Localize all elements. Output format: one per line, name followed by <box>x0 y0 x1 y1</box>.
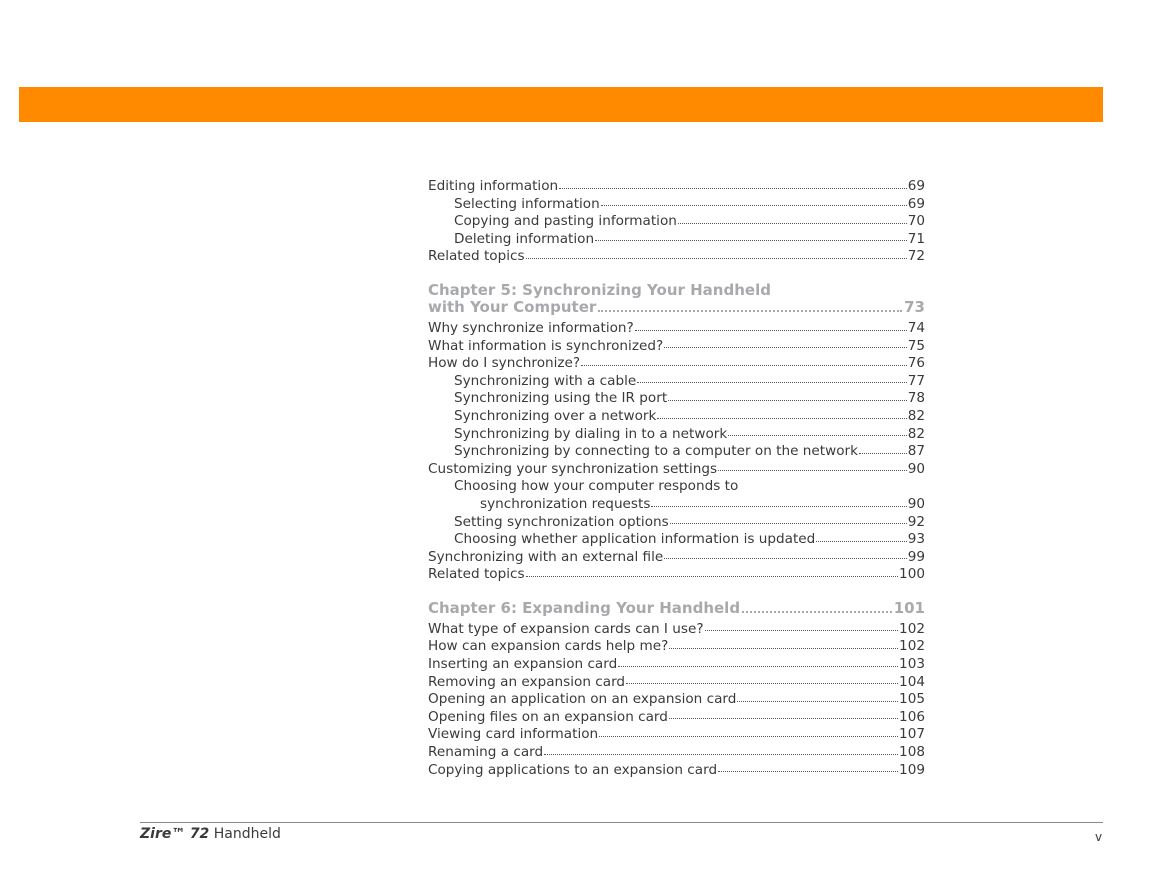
footer-brand: Zire™ <box>140 826 186 842</box>
toc-entry-title: Why synchronize information? <box>428 319 634 336</box>
toc-entry[interactable] <box>428 178 925 196</box>
dot-leader <box>637 381 906 383</box>
dot-leader <box>595 239 907 241</box>
dot-leader <box>626 682 898 684</box>
toc-page-number: 82 <box>907 407 925 424</box>
toc-entry[interactable] <box>428 744 925 762</box>
toc-page-number: 69 <box>907 195 925 212</box>
dot-leader <box>664 346 907 348</box>
toc-entry[interactable] <box>428 373 925 391</box>
toc-entry[interactable] <box>428 390 925 408</box>
toc-entry-title: Synchronizing using the IR port <box>454 390 668 407</box>
toc-entry-title: Viewing card information <box>428 726 599 743</box>
toc-entry-title: Synchronizing by dialing in to a network <box>454 425 728 442</box>
toc-page-number: 92 <box>907 513 925 530</box>
toc-entry-title: How can expansion cards help me? <box>428 638 669 655</box>
toc-entry-title: What type of expansion cards can I use? <box>428 620 704 637</box>
footer-model: 72 <box>189 826 210 842</box>
toc-entry[interactable] <box>428 196 925 214</box>
dot-leader <box>705 629 899 631</box>
toc-entry[interactable] <box>428 496 925 514</box>
toc-entry-title: Customizing your synchronization settings <box>428 460 718 477</box>
toc-page-number: 104 <box>899 673 925 690</box>
footer-divider <box>140 822 1103 823</box>
toc-entry[interactable] <box>428 443 925 461</box>
dot-leader <box>664 557 906 559</box>
table-of-contents <box>428 178 925 779</box>
dot-leader <box>601 204 907 206</box>
toc-entry[interactable] <box>428 426 925 444</box>
toc-page-number: 76 <box>907 355 925 372</box>
toc-entry-title: Renaming a card <box>428 744 544 761</box>
toc-entry[interactable] <box>428 549 925 567</box>
dot-leader <box>618 665 898 667</box>
toc-entry[interactable] <box>428 248 925 266</box>
toc-entry[interactable] <box>428 566 925 584</box>
footer-product: Handheld <box>213 826 281 842</box>
toc-page-number: 69 <box>907 178 925 194</box>
dot-leader <box>678 222 907 224</box>
toc-page-number: 102 <box>899 638 925 655</box>
toc-entry[interactable] <box>428 762 925 780</box>
toc-entry-title: Editing information <box>428 178 559 194</box>
toc-entry[interactable] <box>428 355 925 373</box>
toc-entry-title: Selecting information <box>454 195 600 212</box>
dot-leader <box>598 309 902 312</box>
toc-page-number: 109 <box>899 761 925 778</box>
toc-page-number: 105 <box>899 691 925 708</box>
toc-page-number: 87 <box>907 443 925 460</box>
toc-entry-title: Synchronizing by connecting to a computer on the network <box>454 443 858 460</box>
dot-leader <box>651 505 906 507</box>
toc-entry[interactable] <box>428 320 925 338</box>
dot-leader <box>657 417 906 419</box>
toc-entry[interactable] <box>428 408 925 426</box>
toc-entry-title: Choosing how your computer responds to <box>454 478 739 495</box>
dot-leader <box>599 735 898 737</box>
footer-product-name <box>140 826 281 842</box>
toc-entry[interactable] <box>428 213 925 231</box>
toc-page-number: 75 <box>907 337 925 354</box>
toc-page-number: 93 <box>907 531 925 548</box>
chapter-heading[interactable] <box>428 600 925 617</box>
toc-entry-title: Setting synchronization options <box>454 513 669 530</box>
toc-entry-title: Synchronizing with an external file <box>428 548 664 565</box>
toc-page-number: 78 <box>907 390 925 407</box>
header-accent-bar <box>19 87 1103 122</box>
toc-entry-title: Related topics <box>428 248 525 265</box>
toc-page-number: 74 <box>907 319 925 336</box>
toc-entry-title: Choosing whether application information is updated <box>454 531 816 548</box>
toc-page-number: 107 <box>899 726 925 743</box>
toc-entry[interactable] <box>428 674 925 692</box>
toc-entry-title: What information is synchronized? <box>428 337 664 354</box>
toc-entry[interactable] <box>428 231 925 249</box>
dot-leader <box>728 434 906 436</box>
toc-page-number: 108 <box>899 744 925 761</box>
toc-entry-title: Synchronizing with a cable <box>454 372 637 389</box>
toc-entry[interactable] <box>428 709 925 727</box>
toc-entry-title: Opening an application on an expansion card <box>428 691 737 708</box>
dot-leader <box>526 575 898 577</box>
toc-page-number: 103 <box>899 656 925 673</box>
toc-entry-title: Copying applications to an expansion card <box>428 761 718 778</box>
toc-page-number: 70 <box>907 213 925 230</box>
chapter-page-number: 73 <box>904 297 925 316</box>
toc-entry-title: Deleting information <box>454 230 595 247</box>
toc-page-number: 106 <box>899 708 925 725</box>
chapter-title-line: Chapter 6: Expanding Your Handheld <box>428 598 741 617</box>
dot-leader <box>859 452 907 454</box>
footer-page-number: v <box>1095 830 1103 844</box>
toc-page-number: 90 <box>907 460 925 477</box>
dot-leader <box>581 364 907 366</box>
toc-entry[interactable] <box>428 621 925 639</box>
toc-page-number: 71 <box>907 230 925 247</box>
toc-page-number: 102 <box>899 620 925 637</box>
chapter-heading[interactable] <box>428 282 925 316</box>
toc-entry[interactable] <box>428 338 925 356</box>
dot-leader <box>669 647 898 649</box>
dot-leader <box>635 329 907 331</box>
toc-entry[interactable] <box>428 638 925 656</box>
toc-entry-title: Opening files on an expansion card <box>428 708 668 725</box>
toc-page-number: 72 <box>907 248 925 265</box>
dot-leader <box>718 469 907 471</box>
dot-leader <box>669 717 898 719</box>
dot-leader <box>544 753 898 755</box>
toc-page-number: 77 <box>907 372 925 389</box>
chapter-title-line: with Your Computer <box>428 297 597 316</box>
toc-entry-title: Removing an expansion card <box>428 673 626 690</box>
toc-entry[interactable] <box>428 478 925 496</box>
toc-page-number: 82 <box>907 425 925 442</box>
dot-leader <box>559 187 907 189</box>
dot-leader <box>670 522 907 524</box>
dot-leader <box>526 257 907 259</box>
dot-leader <box>718 770 898 772</box>
toc-entry[interactable] <box>428 514 925 532</box>
toc-entry[interactable] <box>428 531 925 549</box>
toc-page-number: 99 <box>907 548 925 565</box>
chapter-title-line: Chapter 5: Synchronizing Your Handheld <box>428 280 771 299</box>
toc-entry[interactable] <box>428 656 925 674</box>
toc-entry[interactable] <box>428 461 925 479</box>
dot-leader <box>737 700 898 702</box>
toc-entry-title: Copying and pasting information <box>454 213 677 230</box>
toc-entry[interactable] <box>428 691 925 709</box>
toc-entry-title: Inserting an expansion card <box>428 656 618 673</box>
toc-entry-title: How do I synchronize? <box>428 355 581 372</box>
chapter-page-number: 101 <box>893 598 925 617</box>
toc-entry-title: Related topics <box>428 566 525 583</box>
dot-leader <box>816 540 906 542</box>
dot-leader <box>742 610 892 613</box>
toc-entry-title: Synchronizing over a network <box>454 407 657 424</box>
toc-entry-title: synchronization requests <box>480 495 651 512</box>
toc-page-number: 90 <box>907 495 925 512</box>
toc-page-number: 100 <box>899 566 925 583</box>
dot-leader <box>668 399 907 401</box>
toc-entry[interactable] <box>428 726 925 744</box>
